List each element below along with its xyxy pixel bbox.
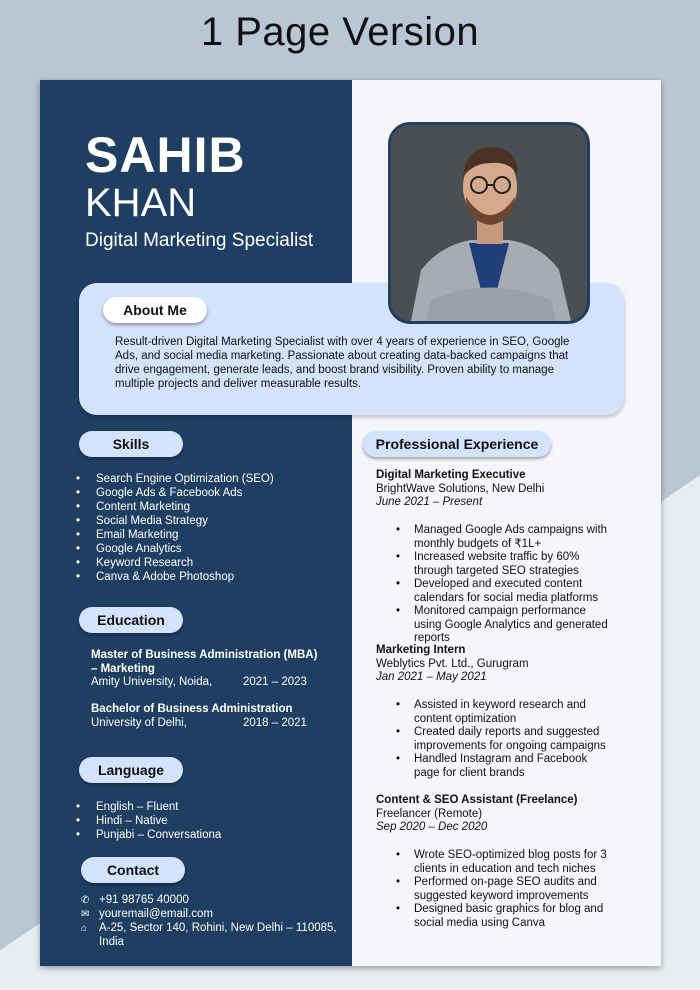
job-dates: Jan 2021 – May 2021 (376, 671, 487, 683)
address-text: A-25, Sector 140, Rohini, New Delhi – 110085, India (99, 922, 337, 948)
first-name: SAHIB (85, 127, 246, 183)
list-item: • Email Marketing (60, 528, 340, 542)
experience-heading: Professional Experience (363, 431, 551, 457)
job-title: Marketing Intern (376, 644, 466, 656)
skills-list (60, 472, 340, 584)
education-item (91, 703, 331, 730)
list-item: • English – Fluent (60, 800, 340, 814)
job-entry (376, 794, 578, 835)
list-item: • Content Marketing (60, 500, 340, 514)
profile-photo (388, 122, 590, 324)
job-company: BrightWave Solutions, New Delhi (376, 482, 545, 495)
resume-page (40, 80, 661, 966)
degree: Bachelor of Business Administration (91, 703, 293, 715)
job-company: Freelancer (Remote) (376, 807, 483, 820)
phone-icon: ✆ (81, 895, 90, 906)
list-item: • Created daily reports and suggested improvements for ongoing campaigns (376, 726, 616, 753)
job-bullets (376, 524, 616, 646)
list-item: • Monitored campaign performance using Google Analytics and generated reports (376, 605, 616, 646)
list-item: • Google Ads & Facebook Ads (60, 486, 340, 500)
home-icon: ⌂ (81, 923, 88, 934)
list-item: • Wrote SEO-optimized blog posts for 3 clients in education and tech niches (376, 849, 616, 876)
contact-email (81, 908, 213, 922)
school: University of Delhi, (91, 716, 187, 729)
list-item: • Developed and executed content calendars for social media platforms (376, 578, 616, 605)
skills-heading: Skills (79, 431, 183, 457)
portrait-illustration (391, 125, 587, 321)
language-list (60, 800, 340, 842)
job-entry (376, 644, 529, 685)
contact-heading: Contact (81, 857, 185, 883)
years: 2018 – 2021 (243, 716, 307, 729)
list-item: • Increased website traffic by 60% through targeted SEO strategies (376, 551, 616, 578)
phone-text: +91 98765 40000 (99, 894, 189, 906)
last-name: KHAN (85, 181, 197, 225)
job-dates: Sep 2020 – Dec 2020 (376, 821, 488, 833)
email-icon: ✉ (81, 909, 90, 920)
language-heading: Language (79, 757, 183, 783)
contact-address (81, 922, 346, 949)
list-item: • Designed basic graphics for blog and social media using Canva (376, 903, 616, 930)
list-item: • Hindi – Native (60, 814, 340, 828)
education-heading: Education (79, 607, 183, 633)
degree: Master of Business Administration (MBA) – Marketing (91, 649, 318, 675)
job-entry (376, 469, 544, 510)
email-text: youremail@email.com (99, 908, 213, 920)
job-bullets (376, 849, 616, 930)
list-item: • Google Analytics (60, 542, 340, 556)
job-bullets (376, 699, 616, 780)
list-item: • Managed Google Ads campaigns with monthly budgets of ₹1L+ (376, 524, 616, 551)
years: 2021 – 2023 (243, 676, 307, 688)
job-title: Digital Marketing Executive (376, 469, 526, 481)
about-text: Result-driven Digital Marketing Specialist with over 4 years of experience in SEO, Google Ads, and social media marketing. Passionate about creating data-backed campaigns that drive engagement, generate leads, and boost brand visibility. Proven ability to manage multiple projects and deliver measurable results. (115, 336, 570, 390)
job-company: Weblytics Pvt. Ltd., Gurugram (376, 657, 529, 670)
list-item: • Canva & Adobe Photoshop (60, 570, 340, 584)
list-item: • Keyword Research (60, 556, 340, 570)
job-title: Content & SEO Assistant (Freelance) (376, 794, 578, 806)
list-item: • Assisted in keyword research and content optimization (376, 699, 616, 726)
job-title: Digital Marketing Specialist (85, 230, 314, 251)
job-dates: June 2021 – Present (376, 496, 483, 508)
list-item: • Punjabi – Conversationa (60, 828, 340, 842)
contact-phone (81, 894, 189, 908)
page-heading: 1 Page Version (200, 10, 480, 54)
list-item: • Performed on-page SEO audits and suggested keyword improvements (376, 876, 616, 903)
about-heading: About Me (103, 297, 207, 323)
list-item: • Social Media Strategy (60, 514, 340, 528)
education-item (91, 649, 321, 690)
left-column (40, 80, 352, 966)
list-item: • Search Engine Optimization (SEO) (60, 472, 340, 486)
list-item: • Handled Instagram and Facebook page for client brands (376, 753, 616, 780)
school: Amity University, Noida, (91, 676, 213, 688)
